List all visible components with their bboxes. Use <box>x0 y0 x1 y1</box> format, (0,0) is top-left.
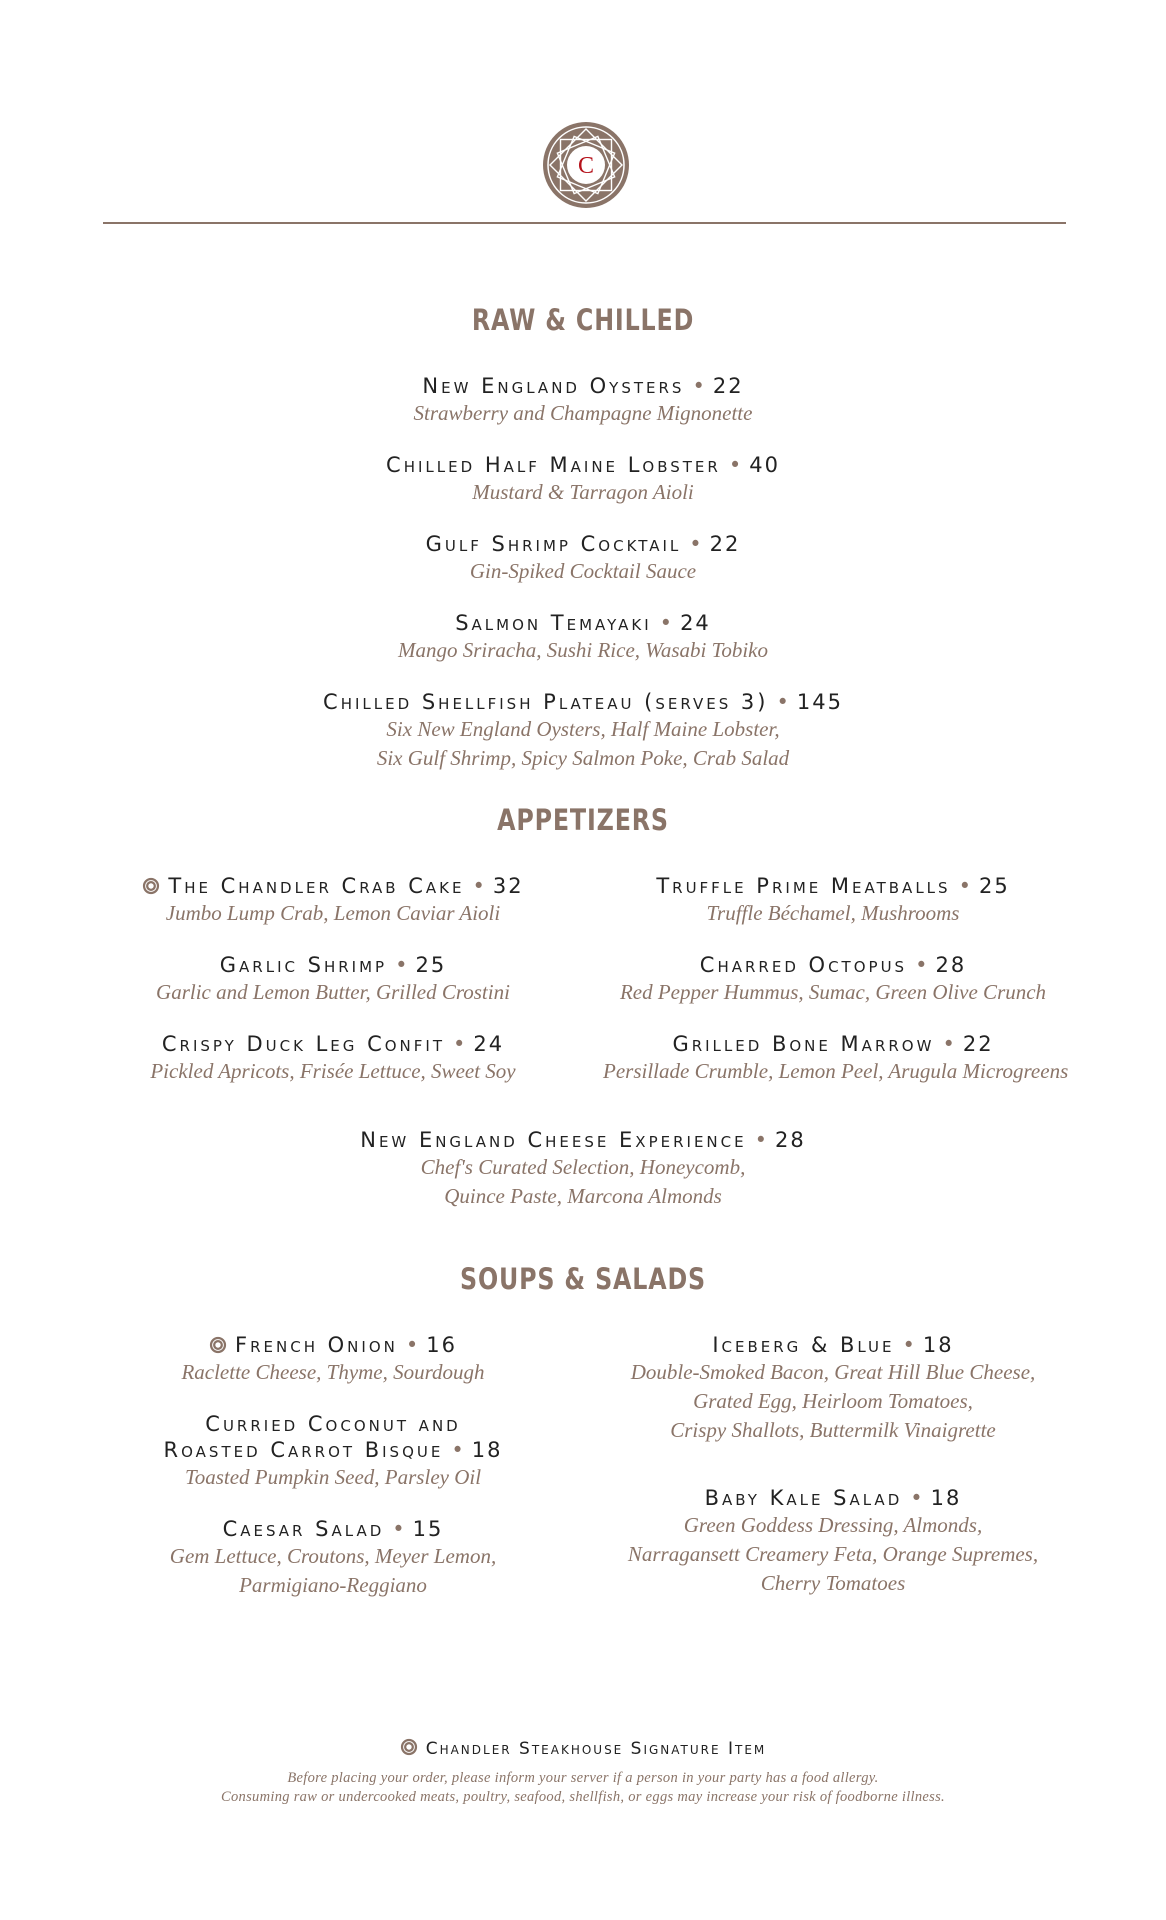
item-name: Iceberg & Blue <box>712 1333 895 1357</box>
separator-dot: • <box>754 1128 767 1152</box>
signature-item-icon <box>142 877 160 895</box>
separator-dot: • <box>405 1333 419 1357</box>
item-name: Charred Octopus <box>699 953 908 977</box>
item-price: 25 <box>978 874 1010 898</box>
item-price: 16 <box>426 1333 457 1357</box>
item-price: 18 <box>922 1333 954 1357</box>
menu-item-garlic-shrimp <box>103 952 563 1007</box>
separator-dot: • <box>942 1032 955 1056</box>
item-name: Chilled Shellfish Plateau (serves 3) <box>323 690 769 714</box>
menu-item-iceberg-blue <box>603 1332 1063 1445</box>
separator-dot: • <box>776 690 789 714</box>
item-price: 24 <box>473 1032 505 1056</box>
menu-item-lobster <box>0 452 1166 507</box>
item-description: Jumbo Lump Crab, Lemon Caviar Aioli <box>165 901 501 925</box>
item-description: Pickled Apricots, Frisée Lettuce, Sweet Soy <box>150 1059 516 1083</box>
item-price: 22 <box>962 1032 994 1056</box>
item-description: Narragansett Creamery Feta, Orange Supremes, <box>627 1542 1039 1566</box>
item-price: 145 <box>796 690 843 714</box>
separator-dot: • <box>910 1486 923 1510</box>
separator-dot: • <box>958 874 971 898</box>
item-name: Curried Coconut and <box>205 1412 461 1436</box>
item-name: French Onion <box>235 1333 398 1357</box>
item-price: 25 <box>415 953 447 977</box>
item-description: Double-Smoked Bacon, Great Hill Blue Cheese, <box>630 1360 1036 1384</box>
signature-item-icon <box>400 1738 418 1756</box>
item-description: Green Goddess Dressing, Almonds, <box>683 1513 983 1537</box>
separator-dot: • <box>451 1438 464 1462</box>
item-description: Grated Egg, Heirloom Tomatoes, <box>693 1389 973 1413</box>
separator-dot: • <box>472 874 485 898</box>
menu-item-oysters <box>0 373 1166 428</box>
item-name: New England Oysters <box>422 374 685 398</box>
item-description: Quince Paste, Marcona Almonds <box>444 1184 722 1208</box>
menu-item-french-onion <box>103 1332 563 1387</box>
chandler-logo <box>541 120 631 210</box>
item-name: Roasted Carrot Bisque <box>163 1438 444 1462</box>
menu-item-plateau <box>0 689 1166 773</box>
menu-item-duck-confit <box>103 1031 563 1086</box>
item-description: Raclette Cheese, Thyme, Sourdough <box>181 1360 485 1384</box>
item-price: 28 <box>775 1128 806 1152</box>
item-price: 18 <box>930 1486 962 1510</box>
signature-legend-label: Chandler Steakhouse Signature Item <box>425 1739 767 1759</box>
item-price: 40 <box>749 453 780 477</box>
item-price: 22 <box>712 374 744 398</box>
item-name: New England Cheese Experience <box>360 1128 747 1152</box>
item-name: Baby Kale Salad <box>704 1486 903 1510</box>
item-price: 24 <box>680 611 711 635</box>
item-description: Gin-Spiked Cocktail Sauce <box>469 559 697 583</box>
item-description: Mustard & Tarragon Aioli <box>472 480 694 504</box>
item-name: Gulf Shrimp Cocktail <box>425 532 682 556</box>
separator-dot: • <box>395 953 408 977</box>
item-name: Crispy Duck Leg Confit <box>161 1032 445 1056</box>
item-description: Parmigiano-Reggiano <box>239 1573 427 1597</box>
item-name: Salmon Temayaki <box>455 611 652 635</box>
menu-item-baby-kale <box>603 1485 1063 1598</box>
section-title-appetizers: APPETIZERS <box>497 803 669 837</box>
item-name: Caesar Salad <box>222 1517 385 1541</box>
menu-item-crab-cake <box>103 873 563 928</box>
menu-item-caesar <box>103 1516 563 1600</box>
item-description: Chef's Curated Selection, Honeycomb, <box>420 1155 746 1179</box>
item-price: 32 <box>492 874 524 898</box>
section-title-raw-chilled: RAW & CHILLED <box>471 303 695 337</box>
separator-dot: • <box>659 611 673 635</box>
separator-dot: • <box>692 374 705 398</box>
item-description: Cherry Tomatoes <box>760 1571 906 1595</box>
separator-dot: • <box>392 1517 405 1541</box>
item-description: Crispy Shallots, Buttermilk Vinaigrette <box>670 1418 996 1442</box>
menu-item-bone-marrow <box>603 1031 1069 1086</box>
item-description: Red Pepper Hummus, Sumac, Green Olive Crunch <box>619 980 1047 1004</box>
allergy-note: Before placing your order, please inform your server if a person in your party has a food allergy. <box>287 1770 879 1786</box>
logo-letter: C <box>577 153 595 179</box>
menu-item-meatballs <box>603 873 1063 928</box>
item-name: Truffle Prime Meatballs <box>656 874 951 898</box>
item-description: Garlic and Lemon Butter, Grilled Crostini <box>156 980 510 1004</box>
menu-item-shrimp-cocktail <box>0 531 1166 586</box>
item-description: Gem Lettuce, Croutons, Meyer Lemon, <box>169 1544 497 1568</box>
separator-dot: • <box>452 1032 466 1056</box>
section-title-soups-salads: SOUPS & SALADS <box>460 1262 706 1296</box>
item-name: Garlic Shrimp <box>219 953 388 977</box>
menu-item-temayaki <box>0 610 1166 665</box>
item-name: Chilled Half Maine Lobster <box>386 453 721 477</box>
item-description: Mango Sriracha, Sushi Rice, Wasabi Tobiko <box>397 638 769 662</box>
item-description: Persillade Crumble, Lemon Peel, Arugula Microgreens <box>603 1059 1069 1083</box>
item-price: 15 <box>412 1517 444 1541</box>
signature-item-legend <box>0 1738 1166 1759</box>
signature-item-icon <box>209 1336 227 1354</box>
item-name: The Chandler Crab Cake <box>168 874 465 898</box>
item-description: Strawberry and Champagne Mignonette <box>413 401 753 425</box>
menu-item-carrot-bisque <box>103 1411 563 1492</box>
item-description: Six Gulf Shrimp, Spicy Salmon Poke, Crab Salad <box>376 746 790 770</box>
separator-dot: • <box>689 532 702 556</box>
menu-item-octopus <box>603 952 1063 1007</box>
item-description: Truffle Béchamel, Mushrooms <box>706 901 960 925</box>
menu-item-cheese-experience <box>0 1127 1166 1211</box>
header-divider <box>103 222 1066 224</box>
item-price: 18 <box>471 1438 503 1462</box>
raw-food-warning: Consuming raw or undercooked meats, poultry, seafood, shellfish, or eggs may increase your risk of foodborne illness. <box>221 1789 945 1805</box>
item-name: Grilled Bone Marrow <box>672 1032 935 1056</box>
item-price: 22 <box>709 532 741 556</box>
item-description: Toasted Pumpkin Seed, Parsley Oil <box>184 1465 482 1489</box>
item-description: Six New England Oysters, Half Maine Lobster, <box>386 717 780 741</box>
separator-dot: • <box>902 1333 915 1357</box>
item-price: 28 <box>935 953 967 977</box>
separator-dot: • <box>728 453 742 477</box>
separator-dot: • <box>915 953 928 977</box>
